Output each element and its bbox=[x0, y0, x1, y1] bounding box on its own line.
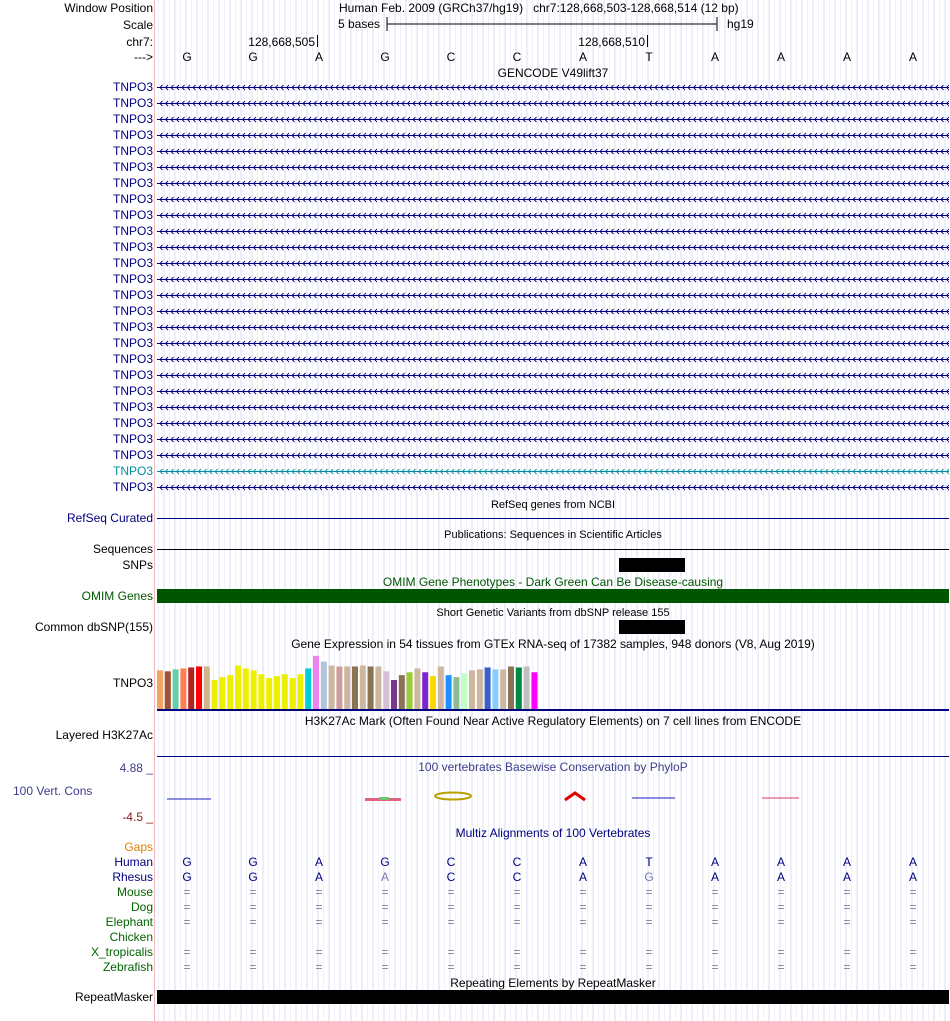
gtex-tissue-bar[interactable] bbox=[219, 677, 225, 709]
multiz-base: = bbox=[645, 900, 653, 914]
assembly-name bbox=[339, 1, 739, 15]
gencode-transcript[interactable] bbox=[157, 432, 949, 446]
multiz-base: = bbox=[513, 945, 521, 959]
scale-bar-text: 5 bases bbox=[338, 17, 381, 31]
multiz-base: = bbox=[843, 945, 851, 959]
multiz-base: = bbox=[447, 885, 455, 899]
gtex-tissue-bar[interactable] bbox=[305, 668, 311, 709]
multiz-title: Multiz Alignments of 100 Vertebrates bbox=[455, 826, 651, 840]
ruler-tick-mark bbox=[317, 35, 318, 47]
gencode-transcript[interactable] bbox=[157, 144, 949, 158]
gencode-gene-label[interactable]: TNPO3 bbox=[112, 432, 153, 446]
gencode-gene-label[interactable]: TNPO3 bbox=[112, 160, 153, 174]
refseq-title: RefSeq genes from NCBI bbox=[490, 499, 616, 511]
gencode-transcript[interactable] bbox=[157, 176, 949, 190]
multiz-species-label[interactable]: X_tropicalis bbox=[90, 945, 153, 959]
gtex-expression-bars[interactable] bbox=[156, 650, 556, 710]
gencode-transcript[interactable] bbox=[157, 416, 949, 430]
multiz-base: T bbox=[645, 855, 653, 869]
multiz-base: = bbox=[513, 915, 521, 929]
position-text: chr7:128,668,503-128,668,514 (12 bp) bbox=[533, 1, 739, 15]
multiz-base: = bbox=[315, 945, 323, 959]
gencode-gene-label[interactable]: TNPO3 bbox=[112, 224, 153, 238]
gtex-tissue-bar[interactable] bbox=[399, 675, 405, 709]
gtex-tissue-bar[interactable] bbox=[368, 666, 374, 709]
multiz-base: A bbox=[314, 855, 323, 869]
multiz-base: = bbox=[513, 960, 521, 974]
ruler-base: C bbox=[512, 50, 522, 64]
ruler-base: G bbox=[182, 50, 192, 64]
omim-title: OMIM Gene Phenotypes - Dark Green Can Be Disease-causing bbox=[382, 575, 724, 589]
multiz-base: = bbox=[645, 960, 653, 974]
multiz-base: G bbox=[644, 870, 654, 884]
multiz-base: G bbox=[380, 855, 390, 869]
multiz-base: = bbox=[381, 960, 389, 974]
gencode-transcript[interactable] bbox=[157, 208, 949, 222]
multiz-base: = bbox=[909, 960, 917, 974]
gtex-gene-line[interactable] bbox=[157, 709, 949, 711]
sequences-track-line[interactable] bbox=[157, 549, 949, 550]
gtex-tissue-bar[interactable] bbox=[516, 667, 522, 709]
multiz-base: = bbox=[249, 900, 257, 914]
gencode-gene-label[interactable]: TNPO3 bbox=[112, 464, 153, 478]
gtex-tissue-bar[interactable] bbox=[258, 674, 264, 709]
repeatmasker-block[interactable] bbox=[157, 990, 949, 1004]
sequences-label[interactable]: Sequences bbox=[92, 542, 153, 556]
multiz-base: A bbox=[578, 870, 587, 884]
gencode-transcript[interactable] bbox=[157, 256, 949, 270]
gencode-transcript[interactable] bbox=[157, 368, 949, 382]
gencode-transcript[interactable] bbox=[157, 224, 949, 238]
multiz-base: = bbox=[381, 885, 389, 899]
gtex-tissue-bar[interactable] bbox=[274, 676, 280, 709]
gtex-tissue-bar[interactable] bbox=[165, 671, 171, 709]
ruler-base: A bbox=[710, 50, 719, 64]
multiz-base: = bbox=[843, 960, 851, 974]
gtex-tissue-bar[interactable] bbox=[438, 666, 444, 709]
multiz-base: A bbox=[776, 855, 785, 869]
gtex-tissue-bar[interactable] bbox=[243, 668, 249, 709]
multiz-species-label[interactable]: Zebrafish bbox=[102, 960, 153, 974]
gencode-gene-label[interactable]: TNPO3 bbox=[112, 336, 153, 350]
ruler-tick-label: 128,668,505 bbox=[248, 35, 315, 49]
gtex-tissue-bar[interactable] bbox=[492, 669, 498, 709]
gtex-tissue-bar[interactable] bbox=[524, 666, 530, 709]
multiz-base: = bbox=[579, 900, 587, 914]
gencode-transcript[interactable] bbox=[157, 288, 949, 302]
gtex-tissue-bar[interactable] bbox=[297, 674, 303, 709]
multiz-base: = bbox=[579, 915, 587, 929]
gencode-gene-label[interactable]: TNPO3 bbox=[112, 416, 153, 430]
omim-gene-block[interactable] bbox=[157, 589, 949, 603]
gtex-tissue-bar[interactable] bbox=[469, 670, 475, 709]
ruler-tick-mark bbox=[647, 35, 648, 47]
multiz-base: A bbox=[842, 855, 851, 869]
multiz-base: = bbox=[183, 885, 191, 899]
cons-logos[interactable] bbox=[157, 786, 949, 808]
gencode-transcript[interactable] bbox=[157, 80, 949, 94]
gencode-transcript[interactable] bbox=[157, 112, 949, 126]
gencode-gene-label[interactable]: TNPO3 bbox=[112, 112, 153, 126]
cons-title: 100 vertebrates Basewise Conservation by PhyloP bbox=[418, 760, 688, 774]
multiz-base: = bbox=[843, 900, 851, 914]
gtex-tissue-bar[interactable] bbox=[344, 666, 350, 709]
ruler-base: G bbox=[380, 50, 390, 64]
gencode-gene-label[interactable]: TNPO3 bbox=[112, 208, 153, 222]
ruler-tick-label: 128,668,510 bbox=[578, 35, 645, 49]
gencode-gene-label[interactable]: TNPO3 bbox=[112, 352, 153, 366]
gtex-tissue-bar[interactable] bbox=[508, 666, 514, 709]
strand-label: ---> bbox=[134, 50, 153, 64]
gencode-gene-label[interactable]: TNPO3 bbox=[112, 256, 153, 270]
gtex-tissue-bar[interactable] bbox=[430, 676, 436, 709]
ruler-base: C bbox=[446, 50, 456, 64]
multiz-base: = bbox=[513, 885, 521, 899]
gencode-gene-label[interactable]: TNPO3 bbox=[112, 480, 153, 494]
gencode-gene-label[interactable]: TNPO3 bbox=[112, 288, 153, 302]
gtex-tissue-bar[interactable] bbox=[407, 672, 413, 709]
gtex-title: Gene Expression in 54 tissues from GTEx RNA-seq of 17382 samples, 948 donors (V8, Aug 2019) bbox=[291, 637, 815, 651]
multiz-base: = bbox=[777, 885, 785, 899]
refseq-label[interactable]: RefSeq Curated bbox=[66, 511, 153, 525]
multiz-base: = bbox=[711, 915, 719, 929]
multiz-base: = bbox=[711, 900, 719, 914]
ruler-base: A bbox=[776, 50, 785, 64]
gtex-tissue-bar[interactable] bbox=[360, 666, 366, 710]
ruler-base: A bbox=[842, 50, 851, 64]
cons-max-label: 4.88 _ bbox=[119, 761, 153, 775]
omim-label[interactable]: OMIM Genes bbox=[81, 589, 153, 603]
cons-label[interactable]: 100 Vert. Cons bbox=[13, 784, 93, 798]
gtex-tissue-bar[interactable] bbox=[375, 666, 381, 709]
gencode-transcript[interactable] bbox=[157, 400, 949, 414]
multiz-base: A bbox=[908, 855, 917, 869]
gencode-transcript[interactable] bbox=[157, 448, 949, 462]
multiz-base: A bbox=[578, 855, 587, 869]
multiz-base: = bbox=[381, 900, 389, 914]
gtex-tissue-bar[interactable] bbox=[180, 668, 186, 709]
multiz-species-label[interactable]: Rhesus bbox=[112, 870, 153, 884]
multiz-base: A bbox=[710, 870, 719, 884]
multiz-base: = bbox=[777, 900, 785, 914]
gencode-transcript[interactable] bbox=[157, 384, 949, 398]
multiz-base: = bbox=[711, 945, 719, 959]
gencode-transcript[interactable] bbox=[157, 272, 949, 286]
multiz-base: = bbox=[513, 900, 521, 914]
multiz-base: G bbox=[248, 870, 258, 884]
window-position-label: Window Position bbox=[64, 1, 153, 15]
multiz-base: = bbox=[447, 900, 455, 914]
gtex-tissue-bar[interactable] bbox=[329, 666, 335, 710]
gencode-title: GENCODE V49lift37 bbox=[497, 66, 609, 80]
gtex-tissue-bar[interactable] bbox=[173, 669, 179, 709]
multiz-base: = bbox=[447, 945, 455, 959]
multiz-base: A bbox=[710, 855, 719, 869]
gencode-gene-label[interactable]: TNPO3 bbox=[112, 272, 153, 286]
multiz-base: A bbox=[908, 870, 917, 884]
gtex-tissue-bar[interactable] bbox=[461, 673, 467, 709]
multiz-base: A bbox=[842, 870, 851, 884]
gencode-transcript[interactable] bbox=[157, 192, 949, 206]
gtex-tissue-bar[interactable] bbox=[157, 670, 163, 709]
refseq-track-line[interactable] bbox=[157, 518, 949, 519]
multiz-base: G bbox=[182, 870, 192, 884]
multiz-base: = bbox=[447, 915, 455, 929]
gencode-gene-label[interactable]: TNPO3 bbox=[112, 320, 153, 334]
multiz-base: = bbox=[249, 885, 257, 899]
snps-label[interactable]: SNPs bbox=[122, 558, 153, 572]
gencode-gene-label[interactable]: TNPO3 bbox=[112, 192, 153, 206]
multiz-base: = bbox=[183, 915, 191, 929]
multiz-base: C bbox=[512, 870, 522, 884]
gtex-tissue-bar[interactable] bbox=[531, 672, 537, 709]
gtex-tissue-bar[interactable] bbox=[336, 666, 342, 709]
scale-db-text: hg19 bbox=[727, 17, 754, 31]
multiz-base: = bbox=[381, 945, 389, 959]
gtex-tissue-bar[interactable] bbox=[290, 678, 296, 709]
multiz-base: = bbox=[315, 960, 323, 974]
gencode-gene-label[interactable]: TNPO3 bbox=[112, 368, 153, 382]
multiz-base: = bbox=[249, 945, 257, 959]
gencode-gene-label[interactable]: TNPO3 bbox=[112, 96, 153, 110]
publications-title: Publications: Sequences in Scientific Articles bbox=[444, 529, 662, 541]
multiz-base: C bbox=[446, 855, 456, 869]
dbsnp-label[interactable]: Common dbSNP(155) bbox=[34, 620, 153, 634]
gencode-transcript[interactable] bbox=[157, 304, 949, 318]
multiz-base: = bbox=[183, 900, 191, 914]
gtex-tissue-bar[interactable] bbox=[321, 662, 327, 709]
gencode-gene-label[interactable]: TNPO3 bbox=[112, 240, 153, 254]
gtex-tissue-bar[interactable] bbox=[251, 670, 257, 709]
cons-min-label: -4.5 _ bbox=[122, 810, 153, 824]
multiz-base: = bbox=[381, 915, 389, 929]
multiz-base: = bbox=[645, 945, 653, 959]
gencode-transcript[interactable] bbox=[157, 240, 949, 254]
multiz-base: G bbox=[182, 855, 192, 869]
multiz-base: = bbox=[579, 960, 587, 974]
gencode-gene-label[interactable]: TNPO3 bbox=[112, 448, 153, 462]
gtex-tissue-bar[interactable] bbox=[477, 669, 483, 709]
gencode-transcript[interactable] bbox=[157, 160, 949, 174]
gencode-transcript[interactable] bbox=[157, 464, 949, 478]
scale-bar bbox=[385, 16, 721, 32]
multiz-base: = bbox=[843, 915, 851, 929]
gtex-label[interactable]: TNPO3 bbox=[112, 676, 153, 690]
multiz-base: = bbox=[249, 915, 257, 929]
multiz-species-label[interactable]: Chicken bbox=[109, 930, 153, 944]
multiz-base: A bbox=[776, 870, 785, 884]
gtex-tissue-bar[interactable] bbox=[266, 678, 272, 709]
assembly-text: Human Feb. 2009 (GRCh37/hg19) bbox=[339, 1, 524, 15]
gencode-transcript[interactable] bbox=[157, 128, 949, 142]
multiz-base: G bbox=[248, 855, 258, 869]
multiz-base: C bbox=[512, 855, 522, 869]
multiz-base: = bbox=[447, 960, 455, 974]
multiz-base: = bbox=[183, 960, 191, 974]
multiz-base: = bbox=[579, 945, 587, 959]
gtex-tissue-bar[interactable] bbox=[212, 680, 218, 709]
multiz-base: = bbox=[183, 945, 191, 959]
gencode-transcript[interactable] bbox=[157, 352, 949, 366]
gencode-gene-label[interactable]: TNPO3 bbox=[112, 128, 153, 142]
multiz-base: = bbox=[711, 960, 719, 974]
publication-snp-block[interactable] bbox=[619, 558, 685, 572]
multiz-base: = bbox=[315, 885, 323, 899]
gtex-tissue-bar[interactable] bbox=[204, 666, 210, 709]
gencode-transcript[interactable] bbox=[157, 480, 949, 494]
gtex-tissue-bar[interactable] bbox=[352, 666, 358, 709]
gtex-tissue-bar[interactable] bbox=[485, 667, 491, 709]
multiz-base: C bbox=[446, 870, 456, 884]
multiz-base: = bbox=[777, 945, 785, 959]
dbsnp-title: Short Genetic Variants from dbSNP release 155 bbox=[436, 607, 670, 619]
gencode-gene-label[interactable]: TNPO3 bbox=[112, 80, 153, 94]
multiz-base: = bbox=[249, 960, 257, 974]
h3k27ac-label[interactable]: Layered H3K27Ac bbox=[55, 728, 153, 742]
gtex-tissue-bar[interactable] bbox=[500, 669, 506, 709]
chrom-label: chr7: bbox=[126, 35, 153, 49]
ruler-base: A bbox=[908, 50, 917, 64]
gencode-transcript[interactable] bbox=[157, 320, 949, 334]
h3k27ac-baseline[interactable] bbox=[157, 756, 949, 757]
gtex-tissue-bar[interactable] bbox=[196, 666, 202, 709]
multiz-base: = bbox=[909, 945, 917, 959]
scale-label: Scale bbox=[122, 18, 153, 32]
multiz-base: = bbox=[645, 915, 653, 929]
multiz-base: = bbox=[843, 885, 851, 899]
gtex-tissue-bar[interactable] bbox=[188, 667, 194, 709]
gencode-gene-label[interactable]: TNPO3 bbox=[112, 400, 153, 414]
gencode-gene-label[interactable]: TNPO3 bbox=[112, 144, 153, 158]
multiz-base: = bbox=[315, 915, 323, 929]
gtex-tissue-bar[interactable] bbox=[235, 666, 241, 710]
gtex-tissue-bar[interactable] bbox=[383, 671, 389, 709]
gtex-tissue-bar[interactable] bbox=[282, 674, 288, 709]
ruler-base: A bbox=[314, 50, 323, 64]
ruler-base: G bbox=[248, 50, 258, 64]
ruler-base: A bbox=[578, 50, 587, 64]
gencode-gene-label[interactable]: TNPO3 bbox=[112, 176, 153, 190]
multiz-species-label[interactable]: Mouse bbox=[116, 885, 153, 899]
multiz-base: = bbox=[909, 915, 917, 929]
multiz-base: = bbox=[777, 915, 785, 929]
gencode-transcript[interactable] bbox=[157, 96, 949, 110]
multiz-base: = bbox=[645, 885, 653, 899]
multiz-base: A bbox=[314, 870, 323, 884]
repeatmasker-title: Repeating Elements by RepeatMasker bbox=[450, 976, 656, 990]
multiz-base: A bbox=[380, 870, 389, 884]
gtex-tissue-bar[interactable] bbox=[446, 675, 452, 709]
multiz-base: = bbox=[777, 960, 785, 974]
multiz-species-label[interactable]: Human bbox=[114, 855, 153, 869]
gencode-transcript[interactable] bbox=[157, 336, 949, 350]
multiz-base: = bbox=[579, 885, 587, 899]
multiz-base: = bbox=[711, 885, 719, 899]
gencode-gene-label[interactable]: TNPO3 bbox=[112, 384, 153, 398]
gtex-tissue-bar[interactable] bbox=[414, 668, 420, 709]
gtex-tissue-bar[interactable] bbox=[313, 656, 319, 709]
gtex-tissue-bar[interactable] bbox=[227, 675, 233, 709]
dbsnp-variant-block[interactable] bbox=[619, 620, 685, 634]
multiz-species-label[interactable]: Dog bbox=[130, 900, 153, 914]
repeatmasker-label[interactable]: RepeatMasker bbox=[74, 990, 153, 1004]
multiz-species-label[interactable]: Elephant bbox=[105, 915, 153, 929]
gencode-gene-label[interactable]: TNPO3 bbox=[112, 304, 153, 318]
gaps-label: Gaps bbox=[124, 840, 153, 854]
h3k27ac-title: H3K27Ac Mark (Often Found Near Active Regulatory Elements) on 7 cell lines from ENCODE bbox=[304, 714, 802, 728]
multiz-base: = bbox=[909, 900, 917, 914]
multiz-base: = bbox=[315, 900, 323, 914]
multiz-base: = bbox=[909, 885, 917, 899]
gtex-tissue-bar[interactable] bbox=[453, 677, 459, 709]
ruler-base: T bbox=[645, 50, 653, 64]
gtex-tissue-bar[interactable] bbox=[422, 672, 428, 709]
gtex-tissue-bar[interactable] bbox=[391, 680, 397, 709]
